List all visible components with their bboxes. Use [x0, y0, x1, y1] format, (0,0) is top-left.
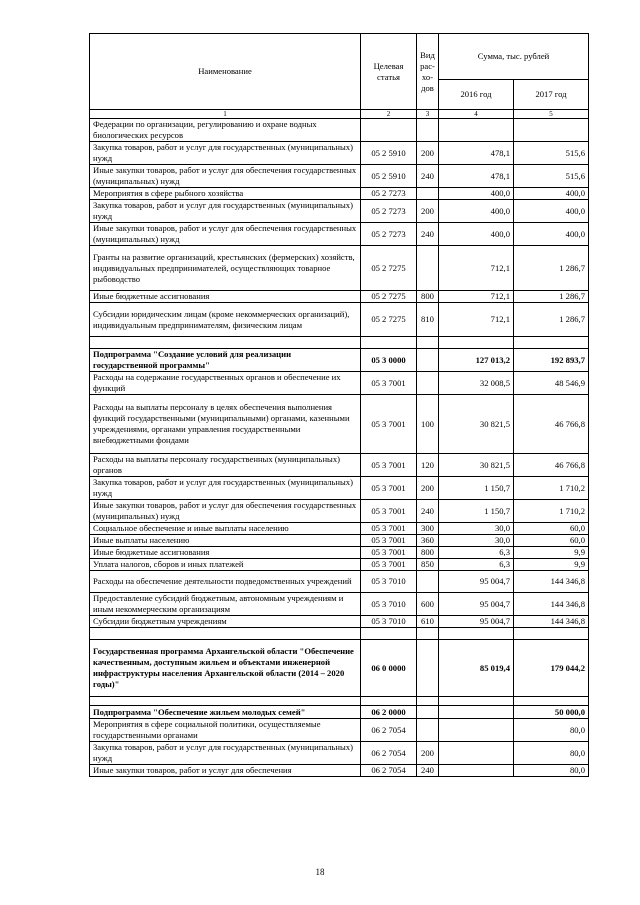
row-name: Иные закупки товаров, работ и услуг для обеспечения государственных (муниципальных) нужд: [90, 165, 361, 188]
row-name: Мероприятия в сфере рыбного хозяйства: [90, 188, 361, 200]
row-sum-2017: 48 546,9: [514, 372, 589, 395]
row-name: Социальное обеспечение и иные выплаты населению: [90, 523, 361, 535]
row-sum-2016: [439, 628, 514, 640]
row-sum-2017: 144 346,8: [514, 616, 589, 628]
row-name: Государственная программа Архангельской области "Обеспечение качественным, доступным жильем и объектами инженерной инфраструктуры населения Архангельской области (2014 – 2020 годы)": [90, 640, 361, 697]
row-sum-2017: 60,0: [514, 535, 589, 547]
row-article: [361, 697, 417, 706]
row-article: [361, 119, 417, 142]
row-expense-type: [417, 372, 439, 395]
row-article: 06 0 0000: [361, 640, 417, 697]
row-expense-type: [417, 188, 439, 200]
table-row: [90, 571, 589, 593]
row-article: 05 2 7273: [361, 188, 417, 200]
row-expense-type: 240: [417, 500, 439, 523]
table-row: [90, 142, 589, 165]
row-expense-type: [417, 640, 439, 697]
table-row: [90, 303, 589, 337]
row-expense-type: 240: [417, 765, 439, 777]
row-sum-2017: 9,9: [514, 559, 589, 571]
header-2016: 2016 год: [439, 80, 514, 110]
table-row: [90, 223, 589, 246]
row-article: 05 3 7001: [361, 547, 417, 559]
row-article: 05 3 0000: [361, 349, 417, 372]
table-row: [90, 559, 589, 571]
row-sum-2016: 127 013,2: [439, 349, 514, 372]
row-expense-type: 200: [417, 142, 439, 165]
row-article: 05 2 7275: [361, 303, 417, 337]
row-name: [90, 337, 361, 349]
row-name: Мероприятия в сфере социальной политики, осуществляемые государственными органами: [90, 719, 361, 742]
row-sum-2016: 478,1: [439, 142, 514, 165]
row-expense-type: 240: [417, 165, 439, 188]
row-name: Расходы на выплаты персоналу в целях обеспечения выполнения функций государственными (муниципальными) органами, казенными учреждениями, органами управления государственными внебюджетными фондами: [90, 395, 361, 454]
row-sum-2017: 400,0: [514, 223, 589, 246]
row-article: 05 2 7275: [361, 291, 417, 303]
row-sum-2016: 30,0: [439, 535, 514, 547]
header-expense-type: Вид рас-хо-дов: [417, 34, 439, 110]
row-sum-2016: 712,1: [439, 291, 514, 303]
row-name: Иные закупки товаров, работ и услуг для обеспечения: [90, 765, 361, 777]
row-name: Субсидии юридическим лицам (кроме некоммерческих организаций), индивидуальным предпринимателям, физическим лицам: [90, 303, 361, 337]
row-expense-type: 610: [417, 616, 439, 628]
row-name: Закупка товаров, работ и услуг для государственных (муниципальных) нужд: [90, 200, 361, 223]
table-row: [90, 372, 589, 395]
table-row: [90, 697, 589, 706]
header-2017: 2017 год: [514, 80, 589, 110]
row-sum-2017: 1 710,2: [514, 500, 589, 523]
row-sum-2017: 144 346,8: [514, 593, 589, 616]
row-article: 05 3 7001: [361, 500, 417, 523]
row-sum-2016: [439, 697, 514, 706]
row-article: 06 2 7054: [361, 765, 417, 777]
page-number: 18: [315, 867, 325, 877]
row-sum-2017: 1 286,7: [514, 246, 589, 291]
row-sum-2016: 400,0: [439, 188, 514, 200]
row-sum-2017: 46 766,8: [514, 395, 589, 454]
row-sum-2016: 6,3: [439, 559, 514, 571]
row-sum-2016: 712,1: [439, 246, 514, 291]
row-sum-2016: [439, 337, 514, 349]
row-article: 05 3 7001: [361, 454, 417, 477]
table-row: [90, 500, 589, 523]
row-article: 06 2 7054: [361, 742, 417, 765]
row-article: 06 2 0000: [361, 706, 417, 719]
header-sum: Сумма, тыс. рублей: [439, 34, 589, 80]
column-number: 2: [361, 110, 417, 119]
row-name: Закупка товаров, работ и услуг для государственных (муниципальных) нужд: [90, 742, 361, 765]
row-sum-2017: 144 346,8: [514, 571, 589, 593]
row-sum-2017: 192 893,7: [514, 349, 589, 372]
row-name: Гранты на развитие организаций, крестьянских (фермерских) хозяйств, индивидуальных предпринимателей, осуществляющих товарное рыбоводство: [90, 246, 361, 291]
table-row: [90, 640, 589, 697]
table-row: [90, 628, 589, 640]
row-name: Иные бюджетные ассигнования: [90, 547, 361, 559]
row-sum-2017: 46 766,8: [514, 454, 589, 477]
row-sum-2016: 1 150,7: [439, 477, 514, 500]
row-sum-2016: [439, 765, 514, 777]
row-article: [361, 337, 417, 349]
row-sum-2016: 712,1: [439, 303, 514, 337]
row-sum-2017: 179 044,2: [514, 640, 589, 697]
row-expense-type: 800: [417, 547, 439, 559]
row-sum-2017: [514, 628, 589, 640]
table-row: [90, 616, 589, 628]
row-sum-2017: 1 286,7: [514, 291, 589, 303]
row-expense-type: 850: [417, 559, 439, 571]
row-sum-2017: [514, 119, 589, 142]
row-name: [90, 697, 361, 706]
row-name: Расходы на обеспечение деятельности подведомственных учреждений: [90, 571, 361, 593]
table-header: [90, 34, 589, 119]
row-sum-2017: 80,0: [514, 719, 589, 742]
table-row: [90, 547, 589, 559]
row-expense-type: [417, 697, 439, 706]
row-sum-2017: 515,6: [514, 165, 589, 188]
row-sum-2016: [439, 742, 514, 765]
row-sum-2016: 85 019,4: [439, 640, 514, 697]
row-sum-2016: 30,0: [439, 523, 514, 535]
row-sum-2016: 30 821,5: [439, 454, 514, 477]
row-article: 05 2 7273: [361, 200, 417, 223]
row-sum-2016: [439, 706, 514, 719]
row-article: 05 3 7001: [361, 372, 417, 395]
table-row: [90, 337, 589, 349]
row-expense-type: 300: [417, 523, 439, 535]
row-expense-type: 360: [417, 535, 439, 547]
row-sum-2016: 95 004,7: [439, 571, 514, 593]
row-name: Закупка товаров, работ и услуг для государственных (муниципальных) нужд: [90, 142, 361, 165]
table-row: [90, 119, 589, 142]
column-number: 4: [439, 110, 514, 119]
row-article: 05 3 7001: [361, 477, 417, 500]
row-name: Субсидии бюджетным учреждениям: [90, 616, 361, 628]
row-article: [361, 628, 417, 640]
row-article: 05 3 7001: [361, 395, 417, 454]
row-sum-2017: 9,9: [514, 547, 589, 559]
row-sum-2017: 400,0: [514, 188, 589, 200]
row-name: Расходы на выплаты персоналу государственных (муниципальных) органов: [90, 454, 361, 477]
row-sum-2016: 400,0: [439, 200, 514, 223]
table-row: [90, 719, 589, 742]
row-article: 05 2 5910: [361, 142, 417, 165]
header-name: Наименование: [90, 34, 361, 110]
row-name: [90, 628, 361, 640]
row-expense-type: 800: [417, 291, 439, 303]
row-article: 05 3 7010: [361, 593, 417, 616]
row-sum-2017: 515,6: [514, 142, 589, 165]
row-expense-type: 200: [417, 742, 439, 765]
row-sum-2017: 1 286,7: [514, 303, 589, 337]
row-sum-2016: 30 821,5: [439, 395, 514, 454]
column-number: 3: [417, 110, 439, 119]
table-row: [90, 742, 589, 765]
row-expense-type: [417, 337, 439, 349]
table-row: [90, 165, 589, 188]
row-expense-type: 810: [417, 303, 439, 337]
row-name: Иные выплаты населению: [90, 535, 361, 547]
column-number: 1: [90, 110, 361, 119]
row-name: Федерации по организации, регулированию и охране водных биологических ресурсов: [90, 119, 361, 142]
row-name: Иные закупки товаров, работ и услуг для обеспечения государственных (муниципальных) нужд: [90, 223, 361, 246]
table-row: [90, 593, 589, 616]
row-sum-2016: 1 150,7: [439, 500, 514, 523]
row-sum-2017: 60,0: [514, 523, 589, 535]
table-row: [90, 188, 589, 200]
row-expense-type: 600: [417, 593, 439, 616]
header-article: Целевая статья: [361, 34, 417, 110]
row-sum-2016: [439, 119, 514, 142]
row-expense-type: [417, 719, 439, 742]
row-article: 05 2 7275: [361, 246, 417, 291]
row-sum-2016: 95 004,7: [439, 593, 514, 616]
row-name: Подпрограмма "Создание условий для реализации государственной программы": [90, 349, 361, 372]
table-row: [90, 291, 589, 303]
row-sum-2017: 1 710,2: [514, 477, 589, 500]
row-name: Подпрограмма "Обеспечение жильем молодых семей": [90, 706, 361, 719]
row-name: Расходы на содержание государственных органов и обеспечение их функций: [90, 372, 361, 395]
table-row: [90, 246, 589, 291]
row-sum-2016: 400,0: [439, 223, 514, 246]
row-expense-type: [417, 571, 439, 593]
column-number: 5: [514, 110, 589, 119]
row-sum-2017: 80,0: [514, 742, 589, 765]
row-expense-type: 200: [417, 200, 439, 223]
row-expense-type: [417, 119, 439, 142]
row-sum-2017: [514, 697, 589, 706]
table-row: [90, 706, 589, 719]
row-name: Иные закупки товаров, работ и услуг для обеспечения государственных (муниципальных) нужд: [90, 500, 361, 523]
row-article: 05 2 5910: [361, 165, 417, 188]
row-expense-type: [417, 706, 439, 719]
row-article: 05 2 7273: [361, 223, 417, 246]
row-name: Иные бюджетные ассигнования: [90, 291, 361, 303]
table-row: [90, 395, 589, 454]
table-row: [90, 535, 589, 547]
row-expense-type: 120: [417, 454, 439, 477]
row-name: Предоставление субсидий бюджетным, автономным учреждениям и иным некоммерческим организациям: [90, 593, 361, 616]
row-expense-type: [417, 246, 439, 291]
row-expense-type: 100: [417, 395, 439, 454]
row-sum-2017: 80,0: [514, 765, 589, 777]
table-row: [90, 454, 589, 477]
table-row: [90, 477, 589, 500]
row-sum-2017: 50 000,0: [514, 706, 589, 719]
table-body: [90, 119, 589, 777]
row-sum-2017: [514, 337, 589, 349]
table-row: [90, 200, 589, 223]
row-article: 05 3 7010: [361, 616, 417, 628]
table-row: [90, 349, 589, 372]
row-sum-2016: [439, 719, 514, 742]
row-sum-2016: 32 008,5: [439, 372, 514, 395]
row-sum-2017: 400,0: [514, 200, 589, 223]
row-expense-type: 240: [417, 223, 439, 246]
row-name: Закупка товаров, работ и услуг для государственных (муниципальных) нужд: [90, 477, 361, 500]
row-sum-2016: 6,3: [439, 547, 514, 559]
row-article: 05 3 7001: [361, 559, 417, 571]
row-expense-type: [417, 628, 439, 640]
row-sum-2016: 478,1: [439, 165, 514, 188]
row-article: 05 3 7010: [361, 571, 417, 593]
row-article: 06 2 7054: [361, 719, 417, 742]
row-sum-2016: 95 004,7: [439, 616, 514, 628]
table-row: [90, 523, 589, 535]
row-article: 05 3 7001: [361, 535, 417, 547]
row-expense-type: 200: [417, 477, 439, 500]
budget-table: [89, 33, 589, 777]
table-row: [90, 765, 589, 777]
row-name: Уплата налогов, сборов и иных платежей: [90, 559, 361, 571]
row-expense-type: [417, 349, 439, 372]
row-article: 05 3 7001: [361, 523, 417, 535]
